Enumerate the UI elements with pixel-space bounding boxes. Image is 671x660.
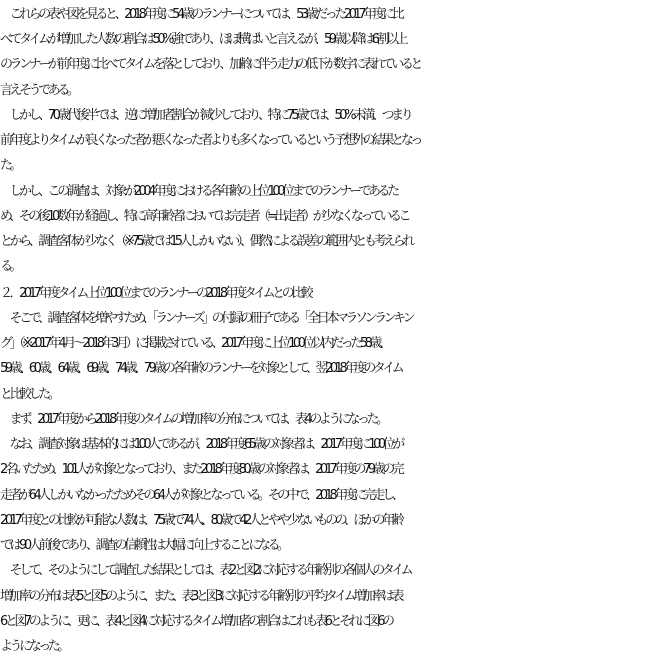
text-line-13: そこで、調査客体を増やすため、「ランナーズ」の付録の冊子である「全日本マラソンランキン [0,311,413,326]
text-line-16: と比較した。 [0,387,58,402]
text-line-24: 増加率の分布は表5と図5のように、また、表3と図3に対応する年齢別の平均タイム増加率は表 [0,589,402,604]
text-line-8: しかし、この調査は、対象が2004年度における各年齢の上位100位までのランナーであるた [0,184,397,199]
text-line-17: まず、2017年度から2018年度のタイムの増加率の分布については、表4のようになった。 [0,412,386,427]
text-line-18: なお、調査対象は基本的には100人であるが、2018年度65歳の対象者は、2017年度に100位が [0,437,402,452]
text-line-1: これらの表や図を見ると、2018年度に54歳のランナーについては、53歳だった2017年度に比 [0,7,402,22]
text-line-6: 前年度よりタイムが良くなった者が悪くなった者よりも多くなっているという予想外の結果となっ [0,133,420,148]
text-line-21: 2017年度との比較が可能な人数は、75歳で74人、80歳で42人とやや少ないものの、ほかの年齢 [0,513,402,528]
text-line-5: しかし、70歳代後半では、逆に増加者割合が減少しており、特に75歳では、50%未満、つまり [0,108,411,123]
text-line-22: では90人前後であり、調査の信頼性は大幅に向上することになる。 [0,538,287,553]
text-line-23: そして、そのようにして調査した結果としては、表2と図2に対応する年齢別の各個人のタイム [0,563,411,578]
text-line-20: 走者が64人しかいなかったためその64人が対象となっている。その中で、2018年度に完走し、 [0,488,402,503]
text-line-10: とから、調査客体が少なく（※75歳では15人しかいない）、偶然による誤差の範囲内とも考えられ [0,234,412,249]
text-line-19: 2名いたため、101人が対象となっており、また2018年度80歳の対象者は、2017年度の79歳の完 [0,462,402,477]
text-line-7: た。 [0,158,20,173]
text-line-9: め、その後10数年が経過し、特に高年齢者においては完走者（≒出走者）が少なくなっているこ [0,209,409,224]
text-line-15: 59歳、60歳、64歳、69歳、74歳、79歳の各年齢のランナーを対象として、翌2018年度のタイム [0,361,402,376]
text-line-14: グ」（※2017年4月～2018年3月）に掲載されている、2017年度に上位100位以内だった58歳、 [0,336,389,351]
text-line-4: 言えそうである。 [0,83,77,98]
text-line-26: ようになった。 [0,639,67,654]
text-line-11: る。 [0,259,20,274]
section-heading: ２．2017年度タイム上位100位までのランナーの2018年度タイムとの比較 [0,286,311,301]
text-line-2: べてタイムが増加した人数の割合は50%強であり、ほぼ横ばいと言えるが、59歳以降は6割以上 [0,32,406,47]
text-line-25: 6と図7のように、更に、表4と図4に対応するタイム増加者の割合はこれも表6とそれに図6の [0,614,392,629]
text-line-3: のランナーが前年度に比べてタイムを落としており、加齢に伴う走力の低下が数字に表れていると [0,57,420,72]
